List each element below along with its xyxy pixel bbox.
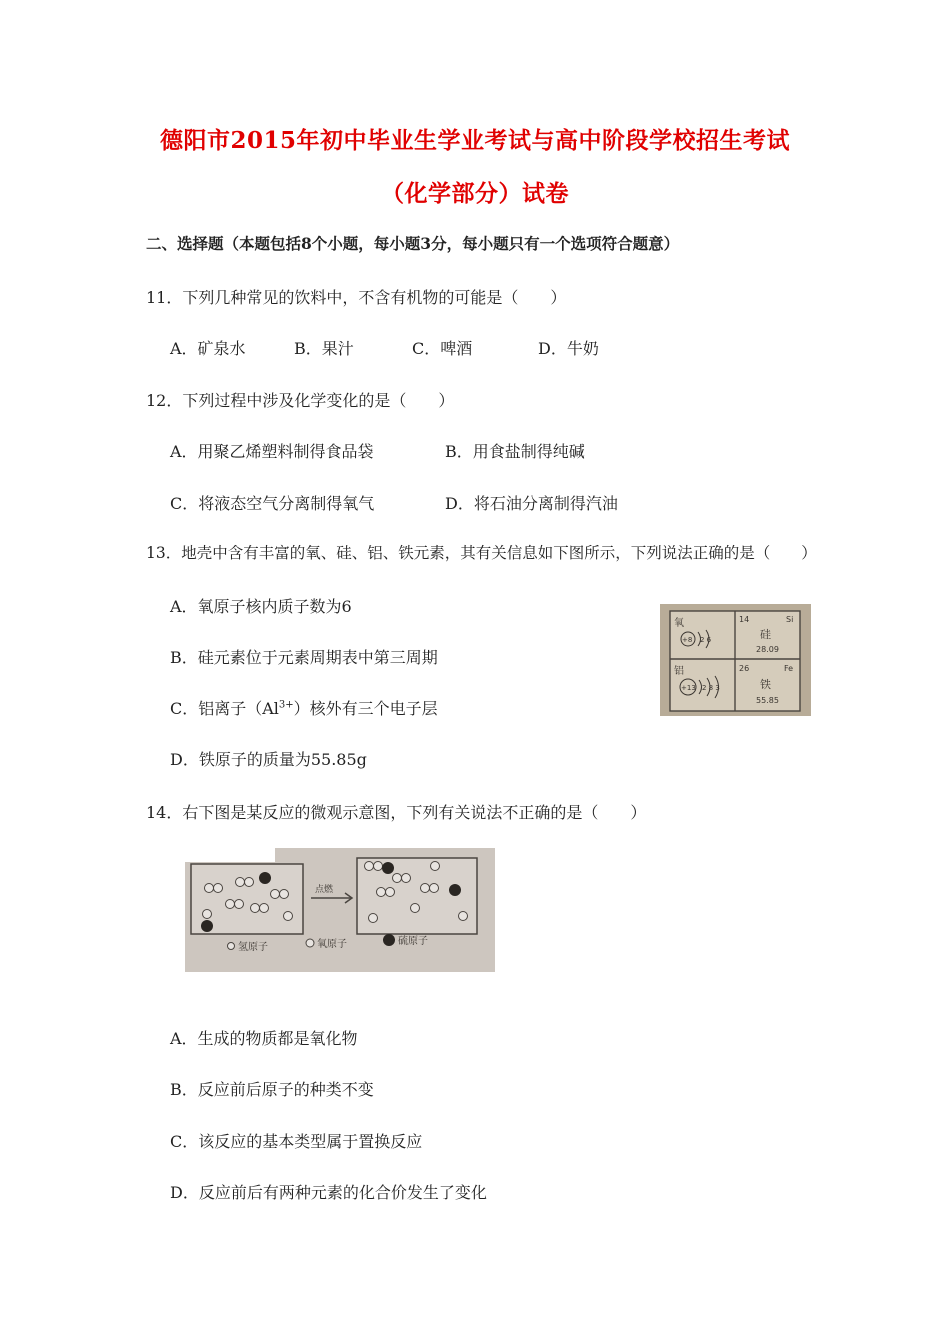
question-13-stem: 13．地壳中含有丰富的氧、硅、铝、铁元素，其有关信息如下图所示，下列说法正确的是（ ） <box>146 544 817 562</box>
oxygen-shells: 2 6 <box>700 636 712 644</box>
exam-subtitle: （化学部分）试卷 <box>381 180 569 207</box>
option-c-text-end: ）核外有三个电子层 <box>293 699 438 718</box>
question-11-option-d: D．牛奶 <box>538 339 599 358</box>
option-c-text-start: C．铝离子（Al <box>170 699 279 718</box>
exam-title: 德阳市2015年初中毕业生学业考试与高中阶段学校招生考试 <box>159 127 790 154</box>
question-11-stem: 11．下列几种常见的饮料中，不含有机物的可能是（ ） <box>146 288 567 307</box>
question-14-option-a: A．生成的物质都是氧化物 <box>170 1029 358 1048</box>
legend-hydrogen: 氢原子 <box>238 942 268 953</box>
legend-oxygen: 氧原子 <box>317 939 347 950</box>
oxygen-symbol: 氧 <box>674 618 684 629</box>
iron-symbol: Fe <box>784 664 794 673</box>
question-14-stem: 14．右下图是某反应的微观示意图，下列有关说法不正确的是（ ） <box>146 803 647 822</box>
element-info-figure <box>660 604 811 716</box>
question-11-option-b: B．果汁 <box>294 339 354 358</box>
aluminum-nucleus: +13 <box>681 684 696 692</box>
element-info-graphic <box>660 604 811 716</box>
question-12-option-b: B．用食盐制得纯碱 <box>445 442 585 461</box>
silicon-symbol: Si <box>786 615 794 624</box>
question-14-option-b: B．反应前后原子的种类不变 <box>170 1080 374 1099</box>
question-12-stem: 12．下列过程中涉及化学变化的是（ ） <box>146 391 455 410</box>
aluminum-shells: 2 8 3 <box>702 684 720 692</box>
question-11-option-a: A．矿泉水 <box>170 339 246 358</box>
question-12-option-d: D．将石油分离制得汽油 <box>445 494 618 513</box>
silicon-mass: 28.09 <box>756 645 779 654</box>
silicon-number: 14 <box>739 615 750 624</box>
ion-charge: 3+ <box>278 699 294 711</box>
silicon-name: 硅 <box>760 628 771 641</box>
question-12-option-a: A．用聚乙烯塑料制得食品袋 <box>170 442 374 461</box>
question-13-option-b: B．硅元素位于元素周期表中第三周期 <box>170 648 438 667</box>
reaction-diagram <box>185 848 495 972</box>
iron-number: 26 <box>739 664 750 673</box>
question-12-option-c: C．将液态空气分离制得氧气 <box>170 494 375 513</box>
question-14-option-d: D．反应前后有两种元素的化合价发生了变化 <box>170 1183 487 1202</box>
iron-mass: 55.85 <box>756 696 779 705</box>
reaction-graphic <box>185 848 495 972</box>
aluminum-symbol: 铝 <box>674 666 684 677</box>
question-13-option-a: A．氧原子核内质子数为6 <box>170 597 352 616</box>
legend-sulfur: 硫原子 <box>398 936 428 947</box>
question-13-option-d: D．铁原子的质量为55.85g <box>170 750 367 769</box>
iron-name: 铁 <box>760 678 771 691</box>
oxygen-nucleus: +8 <box>682 636 693 644</box>
reaction-condition: 点燃 <box>315 885 334 895</box>
question-13-option-c <box>170 696 438 719</box>
question-11-option-c: C．啤酒 <box>412 339 473 358</box>
section-heading: 二、选择题（本题包括8个小题，每小题3分，每小题只有一个选项符合题意） <box>146 234 680 253</box>
question-14-option-c: C．该反应的基本类型属于置换反应 <box>170 1132 423 1151</box>
